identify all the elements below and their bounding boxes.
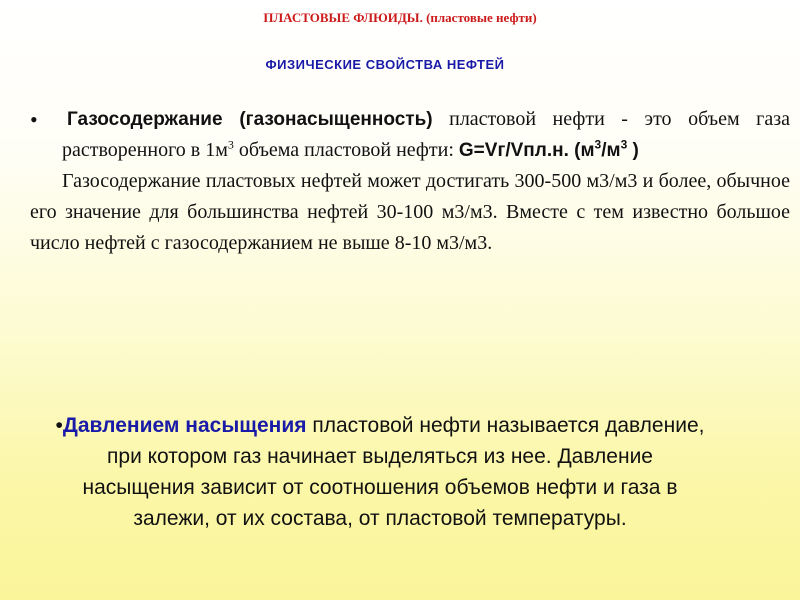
gas-content-term: Газосодержание (газонасыщенность) xyxy=(67,109,433,130)
superscript: 3 xyxy=(620,137,628,152)
saturation-pressure-line-4: залежи, от их состава, от пластовой температуры. xyxy=(133,507,627,530)
saturation-pressure-text-1: пластовой нефти называется давление, xyxy=(306,414,705,437)
gas-content-values-paragraph: Газосодержание пластовых нефтей может достигать 300-500 м3/м3 и более, обычное его значение для большинства нефтей 30-100 м3/м3. Вместе с тем известно большое число нефтей с газосодержанием не выше 8-10 м3/м3. xyxy=(30,170,790,254)
saturation-pressure-line-2: при котором газ начинает выделяться из нее. Давление xyxy=(107,445,653,468)
formula-text: G=Vг/Vпл.н. (м xyxy=(458,140,595,161)
superscript: 3 xyxy=(594,137,602,152)
gas-content-definition xyxy=(62,104,790,166)
section-subtitle: ФИЗИЧЕСКИЕ СВОЙСТВА НЕФТЕЙ xyxy=(265,57,505,72)
formula-mid: /м xyxy=(601,140,621,161)
saturation-pressure-line-1 xyxy=(0,410,760,441)
gas-content-text-2: объема пластовой нефти: xyxy=(233,139,459,161)
formula-end: ) xyxy=(627,140,639,161)
saturation-pressure-line-3: насыщения зависит от соотношения объемов нефти и газа в xyxy=(82,476,678,499)
gas-content-formula xyxy=(458,137,639,161)
saturation-pressure-section xyxy=(0,410,760,534)
gas-content-section xyxy=(30,104,790,259)
saturation-pressure-term: Давлением насыщения xyxy=(62,414,307,437)
bullet-icon: • xyxy=(30,107,38,132)
slide-title: ПЛАСТОВЫЕ ФЛЮИДЫ. (пластовые нефти) xyxy=(263,10,537,25)
gas-content-text-1: пластовой нефти - это объем газа растворенного в 1м xyxy=(62,108,791,161)
superscript: 3 xyxy=(227,137,234,152)
bullet-icon: • xyxy=(55,414,63,437)
